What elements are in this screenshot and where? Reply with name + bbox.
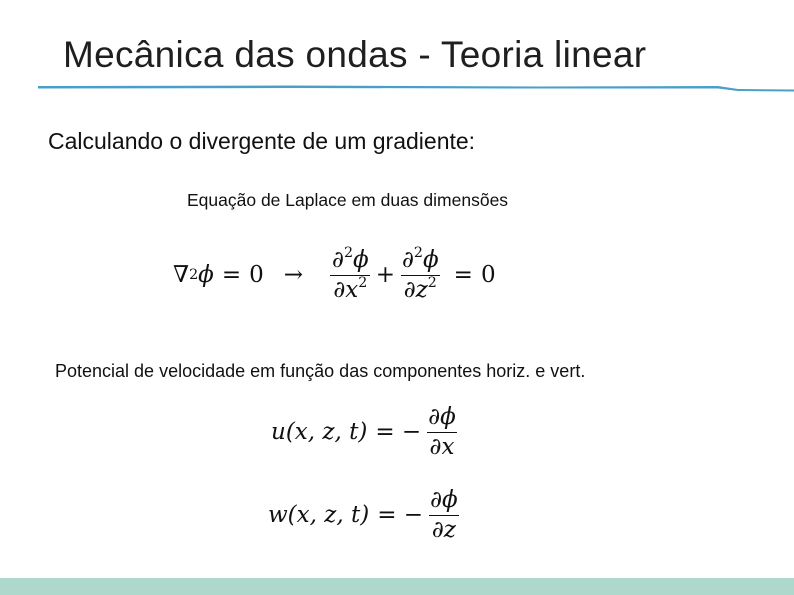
laplace-equation: ∇ 2 ϕ = 0 → $\frac{\partial^2\phi}{\partial x^2}$ + $\frac{\partial^2\phi}{\partial z^2}$ = 0 [173,245,496,303]
footer-bar [0,578,794,595]
laplace-subheading: Equação de Laplace em duas dimensões [187,190,509,210]
equals-sign: = [221,262,242,288]
variable-z: z [415,276,428,303]
fraction-denominator: ∂x [427,432,458,459]
zero: 0 [249,262,264,288]
fraction-dphi-dx [425,405,459,458]
fraction-dphi-dz [427,488,461,541]
plus-sign: + [375,262,395,288]
section-heading: Calculando o divergente de um gradiente: [48,128,476,154]
zero: 0 [480,262,496,288]
exponent: 2 [358,274,368,291]
fraction-numerator: ∂ϕ [430,487,458,514]
fraction-numerator: ∂ϕ [428,404,456,431]
partial-symbol: ∂ [403,276,416,303]
u-equation [271,398,463,466]
phi-symbol: ϕ [353,247,369,274]
phi-symbol: ϕ [198,262,214,288]
nabla-symbol: ∇ [173,262,190,288]
partial-symbol: ∂ [332,247,344,274]
phi-symbol: ϕ [422,247,439,274]
w-lhs: w(x, z, t) [268,502,370,528]
equals-minus: = − [377,502,424,528]
u-lhs: u(x, z, t) [271,419,368,445]
variable-x: x [345,276,359,303]
exponent: 2 [413,245,423,262]
fraction-d2phi-dx2 [329,245,372,303]
fraction-d2phi-dz2 [399,245,442,303]
exponent: 2 [427,274,437,291]
velocity-potential-text: Potencial de velocidade em função das componentes horiz. e vert. [55,361,586,381]
slide-title: Mecânica das ondas - Teoria linear [63,34,647,75]
partial-symbol: ∂ [333,276,346,303]
partial-symbol: ∂ [401,247,414,274]
w-equation [268,481,465,549]
implies-arrow: → [283,262,304,288]
exponent: 2 [343,245,354,262]
equals-minus: = − [375,419,422,445]
title-underline [38,84,794,92]
fraction-denominator: ∂z [429,515,459,542]
equals-sign: = [453,262,473,288]
